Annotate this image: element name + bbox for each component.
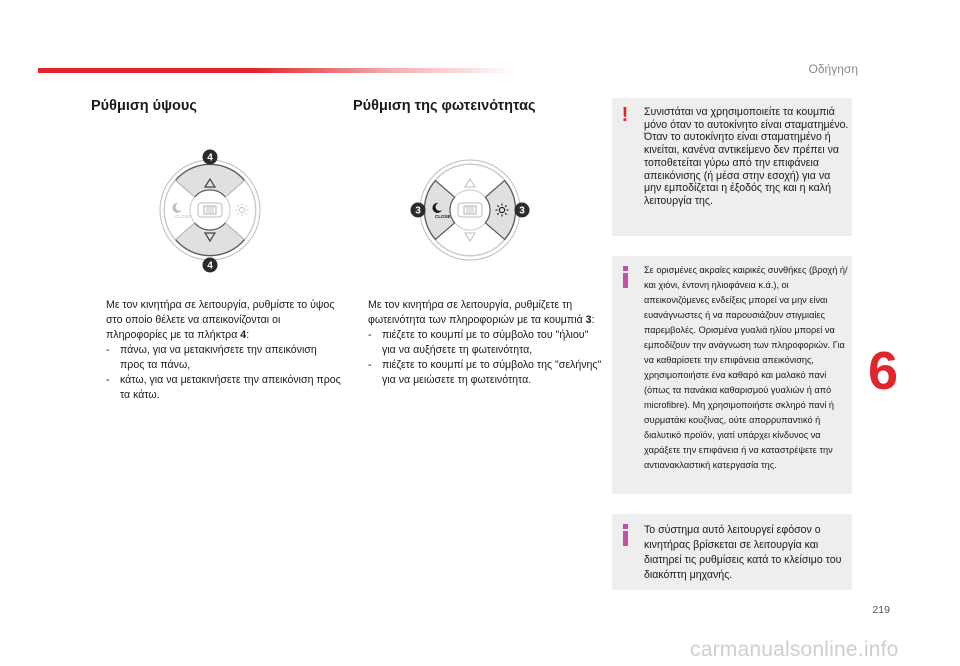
- info-text: Σε ορισμένες ακραίες καιρικές συνθήκες (βροχή ή/και χιόνι, έντονη ηλιοφάνεια κ.ά.), οι απεικονιζόμενες ενδείξεις μπορεί να μην είναι ευανάγνωστες ή να παρουσιάζουν στιγμιαίες παρεμβολές. Ορισμένα γυαλιά ηλίου μπορεί να εμποδίζουν την ανάγνωση των πληροφοριών. Για να καθαρίσετε την επιφάνεια απεικόνισης, χρησιμοποιήστε ένα καθαρό και μαλακό πανί (όπως τα πανάκια καθαρισμού γυαλιών ή από microfibre). Μη χρησιμοποιήστε σκληρό πανί ή συρματάκι κουζίνας, ούτε απορρυπαντικό ή διαλυτικό προϊόν, γιατί υπάρχει κίνδυνος να χαράξετε την επιφάνεια ή να καταστρέψετε την αντιανακλαστική κατεργασία της.: [644, 265, 848, 470]
- close-label: CLOSE: [435, 214, 451, 219]
- watermark: carmanualsonline.info: [690, 638, 899, 661]
- height-control-dial: [150, 146, 270, 274]
- info-icon: [621, 524, 629, 546]
- brightness-control-dial: [410, 146, 530, 274]
- warning-icon: !: [621, 104, 629, 126]
- info-note-weather: [612, 256, 852, 494]
- svg-text:3: 3: [519, 205, 525, 217]
- brightness-instructions: [354, 298, 604, 388]
- info-text: Το σύστημα αυτό λειτουργεί εφόσον ο κινητήρας βρίσκεται σε λειτουργία και διατηρεί τις ρυθμίσεις κατά το κλείσιμο του διακόπτη μηχανής.: [644, 524, 842, 581]
- info-icon: [621, 266, 629, 288]
- instruction-lead: Με τον κινητήρα σε λειτουργία, ρυθμίζετε τη φωτεινότητα των πληροφοριών με τα κουμπιά 3:: [368, 299, 595, 326]
- heading-height-adjustment: Ρύθμιση ύψους: [91, 98, 197, 114]
- page-number: 219: [872, 604, 890, 616]
- warning-text: Συνιστάται να χρησιμοποιείτε τα κουμπιά μόνο όταν το αυτοκίνητο είναι σταματημένο. Όταν το αυτοκίνητο είναι σταματημένο ή κινείται, κανένα αντικείμενο δεν πρέπει να τοποθετείται γύρω από την επιφάνεια απεικόνισης (ή μέσα στην εσοχή) για να μην εμποδίζεται η έξοδός της και η καλή λειτουργία της.: [644, 106, 849, 207]
- instruction-lead: Με τον κινητήρα σε λειτουργία, ρυθμίστε το ύψος στο οποίο θέλετε να απεικονίζονται οι πληροφορίες με τα πλήκτρα 4:: [106, 299, 335, 341]
- list-item: - πιέζετε το κουμπί με το σύμβολο της "σελήνης" για να μειώσετε τη φωτεινότητα.: [368, 359, 602, 386]
- svg-text:4: 4: [207, 260, 213, 272]
- info-note-system: [612, 514, 852, 590]
- svg-text:3: 3: [415, 205, 421, 217]
- list-item: - πάνω, για να μετακινήσετε την απεικόνιση προς τα πάνω,: [106, 344, 317, 371]
- list-item: - κάτω, για να μετακινήσετε την απεικόνιση προς τα κάτω.: [106, 374, 341, 401]
- close-label: CLOSE: [175, 214, 191, 219]
- height-instructions: [92, 298, 342, 403]
- chapter-number: 6: [868, 341, 899, 401]
- svg-text:4: 4: [207, 152, 213, 164]
- list-item: - πιέζετε το κουμπί με το σύμβολο του "ήλιου" για να αυξήσετε τη φωτεινότητα,: [368, 329, 589, 356]
- header-accent-bar: [38, 68, 518, 73]
- heading-brightness-adjustment: Ρύθμιση της φωτεινότητας: [353, 98, 536, 114]
- section-title: Οδήγηση: [808, 62, 858, 76]
- warning-note: [612, 98, 852, 236]
